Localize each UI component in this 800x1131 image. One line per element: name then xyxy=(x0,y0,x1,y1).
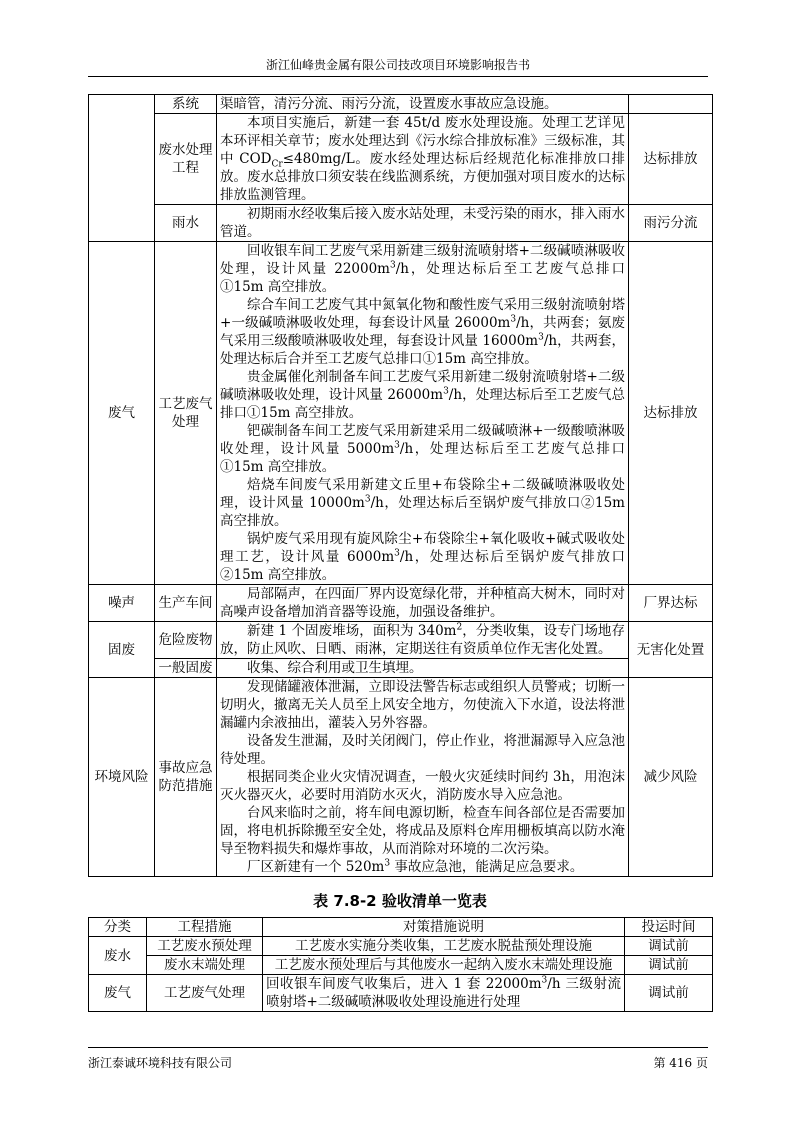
table-row xyxy=(89,678,713,877)
cell-item: 危险废物 xyxy=(155,622,217,659)
table-row xyxy=(89,585,713,622)
cell-measure: 回收银车间工艺废气采用新建三级射流喷射塔+二级碱喷淋吸收处理，设计风量 $22000m^3/h$，处理达标后至工艺废气总排口①15m 高空排放。 综合车间工艺废气其中氮氧化物和酸性废气采用三级射流喷射塔+一级碱喷淋吸收处理，每套设计风量 $26000m^3/h$，共两套；氨废气采用三级酸喷淋吸收处理，每套设计风量 $16000m^3/h$，共两套，处理达标后合并至工艺废气总排口①15m 高空排放。 贵金属催化剂制备车间工艺废气采用新建二级射流喷射塔+二级碱喷淋吸收处理，设计风量 $26000m^3/h$，处理达标后至工艺废气总排口①15m 高空排放。 钯碳制备车间工艺废气采用新建采用二级碱喷淋+一级酸喷淋吸收处理，设计风量 $5000m^3/h$，处理达标后至工艺废气总排口①15m 高空排放。 焙烧车间废气采用新建文丘里+布袋除尘+二级碱喷淋吸收处理，设计风量 $10000m^3/h$，处理达标后至锅炉废气排放口②15m 高空排放。 锅炉废气采用现有旋风除尘+布袋除尘+氧化吸收+碱式吸收处理工艺，设计风量 $6000m^3/h$，处理达标后至锅炉废气排放口②15m 高空排放。 xyxy=(217,242,629,585)
page-number: 第 416 页 xyxy=(653,1056,708,1070)
cell-item: 事故应急防范措施 xyxy=(155,678,217,877)
cell-measure: 新建 1 个固废堆场，面积为 $340m^2$，分类收集，设专门场地存放，防止风吹、日晒、雨淋，定期送往有资质单位作无害化处置。 xyxy=(217,622,629,659)
cell-time: 调试前 xyxy=(625,956,713,975)
table-header-row xyxy=(89,918,713,937)
cell-item: 工艺废气处理 xyxy=(155,242,217,585)
table-row xyxy=(89,937,713,956)
cell-time: 调试前 xyxy=(625,937,713,956)
page-footer xyxy=(88,1047,708,1071)
cell-measure: 局部隔声，在四面厂界内设宽绿化带，并种植高大树木，同时对高噪声设备增加消音器等设施，加强设备维护。 xyxy=(217,585,629,622)
cell-measure: 本项目实施后，新建一套 45t/d 废水处理设施。处理工艺详见本环评相关章节；废水处理达到《污水综合排放标准》三级标准，其中 $COD_{Cr}\le 480mg/L$。废水经处理达标后经规范化标准排放口排放。废水总排放口须安装在线监测系统，方便加强对项目废水的达标排放监测管理。 xyxy=(217,114,629,205)
cell-item: 雨水 xyxy=(155,205,217,242)
cell-category: 噪声 xyxy=(89,585,155,622)
cell-measure: 初期雨水经收集后接入废水站处理，未受污染的雨水，排入雨水管道。 xyxy=(217,205,629,242)
footer-company: 浙江泰诚环境科技有限公司 xyxy=(88,1056,233,1070)
cell-effect: 无害化处置 xyxy=(629,622,713,678)
column-header: 工程措施 xyxy=(147,918,263,937)
cell-desc: 回收银车间废气收集后，进入 1 套 $22000m^3/h$ 三级射流喷射塔+二级碱喷淋吸收处理设施进行处理 xyxy=(263,975,625,1012)
table-row xyxy=(89,114,713,205)
cell-item: 生产车间 xyxy=(155,585,217,622)
cell-effect: 达标排放 xyxy=(629,114,713,205)
cell-item: 工艺废水预处理 xyxy=(147,937,263,956)
cell-category: 废气 xyxy=(89,975,147,1012)
cell-desc: 工艺废水实施分类收集，工艺废水脱盐预处理设施 xyxy=(263,937,625,956)
table-row xyxy=(89,205,713,242)
cell-item: 废水处理工程 xyxy=(155,114,217,205)
column-header: 投运时间 xyxy=(625,918,713,937)
table-row xyxy=(89,975,713,1012)
cell-category: 固废 xyxy=(89,622,155,678)
measures-table xyxy=(88,94,713,877)
cell-item: 一般固废 xyxy=(155,659,217,678)
cell-item: 废水末端处理 xyxy=(147,956,263,975)
cell-time: 调试前 xyxy=(625,975,713,1012)
cell-category: 废水 xyxy=(89,937,147,975)
cell-desc: 工艺废水预处理后与其他废水一起纳入废水末端处理设施 xyxy=(263,956,625,975)
cell-effect: 厂界达标 xyxy=(629,585,713,622)
cell-item: 工艺废气处理 xyxy=(147,975,263,1012)
cell-measure: 发现储罐液体泄漏，立即设法警告标志或组织人员警戒；切断一切明火，撤离无关人员至上风安全地方，勿使流入下水道，设法将泄漏罐内余液抽出，灌装入另外容器。 设备发生泄漏，及时关闭阀门，停止作业，将泄漏源导入应急池待处理。 根据同类企业火灾情况调查，一般火灾延续时间约 3h，用泡沫灭火器灭火，必要时用消防水灭火，消防废水导入应急池。 台风来临时之前，将车间电源切断，检查车间各部位是否需要加固，将电机拆除搬至安全处，将成品及原料仓库用栅板填高以防水淹导至物料损失和爆炸事故，从而消除对环境的二次污染。 厂区新建有一个 $520m^3$ 事故应急池，能满足应急要求。 xyxy=(217,678,629,877)
cell-category: 环境风险 xyxy=(89,678,155,877)
cell-measure: 收集、综合利用或卫生填埋。 xyxy=(217,659,629,678)
table-row xyxy=(89,95,713,114)
column-header: 分类 xyxy=(89,918,147,937)
cell-category: 废气 xyxy=(89,242,155,585)
column-header: 对策措施说明 xyxy=(263,918,625,937)
table-row xyxy=(89,622,713,659)
table-caption: 表 7.8-2 验收清单一览表 xyxy=(313,892,487,910)
cell-category-water xyxy=(89,95,155,242)
cell-effect: 减少风险 xyxy=(629,678,713,877)
acceptance-table xyxy=(88,917,713,1012)
cell-effect xyxy=(629,95,713,114)
table-row xyxy=(89,659,713,678)
cell-effect: 达标排放 xyxy=(629,242,713,585)
page-header: 浙江仙峰贵金属有限公司技改项目环境影响报告书 xyxy=(88,56,708,77)
cell-item: 系统 xyxy=(155,95,217,114)
table-row xyxy=(89,242,713,585)
cell-measure: 渠暗管，清污分流、雨污分流，设置废水事故应急设施。 xyxy=(217,95,629,114)
table-row xyxy=(89,956,713,975)
cell-effect: 雨污分流 xyxy=(629,205,713,242)
